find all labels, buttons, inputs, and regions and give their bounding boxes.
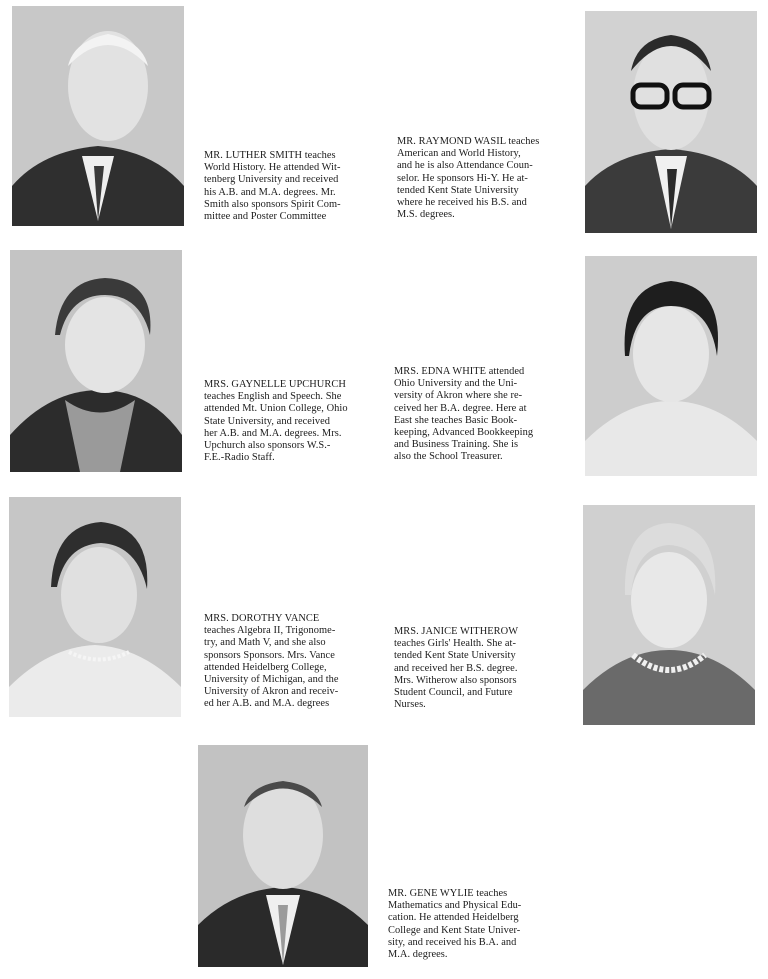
bio-gaynelle-upchurch	[204, 379, 348, 464]
bio-line: Smith also sponsors Spirit Com-	[204, 198, 341, 210]
portrait-edna-white	[585, 256, 757, 476]
bio-janice-witherow	[394, 626, 518, 711]
bio-line: Student Council, and Future	[394, 687, 513, 699]
bio-line: mittee and Poster Committee	[204, 211, 327, 223]
portrait-raymond-wasil	[585, 11, 757, 233]
bio-line: attended Heidelberg College,	[204, 661, 327, 673]
portrait-dorothy-vance	[9, 497, 181, 717]
portrait-raymond-wasil-image	[585, 11, 757, 233]
bio-luther-smith	[204, 150, 341, 223]
bio-line: MRS. EDNA WHITE attended	[394, 366, 525, 377]
bio-line: ceived her B.A. degree. Here at	[394, 402, 527, 414]
bio-line: MR. RAYMOND WASIL teaches	[397, 136, 540, 147]
bio-line: and received her B.S. degree.	[394, 662, 518, 674]
bio-line: American and World History,	[397, 148, 521, 160]
bio-line: keeping, Advanced Bookkeeping	[394, 427, 534, 439]
bio-line: her A.B. and M.A. degrees. Mrs.	[204, 427, 342, 439]
bio-line: World History. He attended Wit-	[204, 162, 341, 174]
portrait-luther-smith	[12, 6, 184, 226]
bio-line: sity, and received his B.A. and	[388, 936, 517, 948]
portrait-edna-white-image	[585, 256, 757, 476]
bio-line: F.E.-Radio Staff.	[204, 452, 275, 464]
bio-edna-white	[394, 366, 533, 464]
bio-line: M.A. degrees.	[388, 949, 448, 961]
bio-line: sponsors Sponsors. Mrs. Vance	[204, 649, 335, 661]
bio-line: East she teaches Basic Book-	[394, 414, 518, 426]
portrait-dorothy-vance-image	[9, 497, 181, 717]
bio-line: teaches Algebra II, Trigonome-	[204, 625, 336, 637]
bio-line: MRS. GAYNELLE UPCHURCH	[204, 379, 346, 390]
bio-line: University of Michigan, and the	[204, 674, 339, 686]
portrait-gene-wylie-image	[198, 745, 368, 967]
portrait-gene-wylie	[198, 745, 368, 967]
bio-dorothy-vance	[204, 613, 339, 711]
bio-line: ed her A.B. and M.A. degrees	[204, 698, 330, 710]
bio-line: teaches Girls' Health. She at-	[394, 638, 516, 650]
bio-line: where he received his B.S. and	[397, 197, 527, 209]
bio-line: University of Akron and receiv-	[204, 686, 339, 698]
portrait-gaynelle-upchurch	[10, 250, 182, 472]
bio-line: College and Kent State Univer-	[388, 924, 521, 936]
bio-line: versity of Akron where she re-	[394, 390, 523, 402]
bio-line: his A.B. and M.A. degrees. Mr.	[204, 186, 336, 198]
bio-line: Ohio University and the Uni-	[394, 378, 518, 390]
bio-line: tended Kent State University	[397, 184, 519, 196]
bio-line: Mathematics and Physical Edu-	[388, 900, 522, 912]
bio-line: cation. He attended Heidelberg	[388, 912, 519, 924]
bio-line: MRS. DOROTHY VANCE	[204, 613, 320, 624]
bio-gene-wylie	[388, 888, 521, 961]
bio-line: State University, and received	[204, 415, 331, 427]
bio-line: M.S. degrees.	[397, 209, 455, 221]
bio-raymond-wasil	[397, 136, 539, 221]
bio-line: and Business Training. She is	[394, 439, 519, 451]
bio-line: also the School Treasurer.	[394, 451, 503, 463]
bio-line: Upchurch also sponsors W.S.-	[204, 440, 331, 452]
bio-line: attended Mt. Union College, Ohio	[204, 403, 348, 415]
portrait-luther-smith-image	[12, 6, 184, 226]
bio-line: teaches English and Speech. She	[204, 391, 342, 403]
bio-line: Mrs. Witherow also sponsors	[394, 674, 517, 686]
portrait-janice-witherow	[583, 505, 755, 725]
bio-line: MR. GENE WYLIE teaches	[388, 888, 508, 899]
bio-line: try, and Math V, and she also	[204, 637, 326, 649]
bio-line: MRS. JANICE WITHEROW	[394, 626, 519, 637]
bio-line: and he is also Attendance Coun-	[397, 160, 533, 172]
bio-line: MR. LUTHER SMITH teaches	[204, 150, 336, 161]
portrait-gaynelle-upchurch-image	[10, 250, 182, 472]
bio-line: Nurses.	[394, 699, 426, 711]
portrait-janice-witherow-image	[583, 505, 755, 725]
bio-line: tended Kent State University	[394, 650, 516, 662]
bio-line: tenberg University and received	[204, 174, 339, 186]
bio-line: selor. He sponsors Hi-Y. He at-	[397, 172, 528, 184]
